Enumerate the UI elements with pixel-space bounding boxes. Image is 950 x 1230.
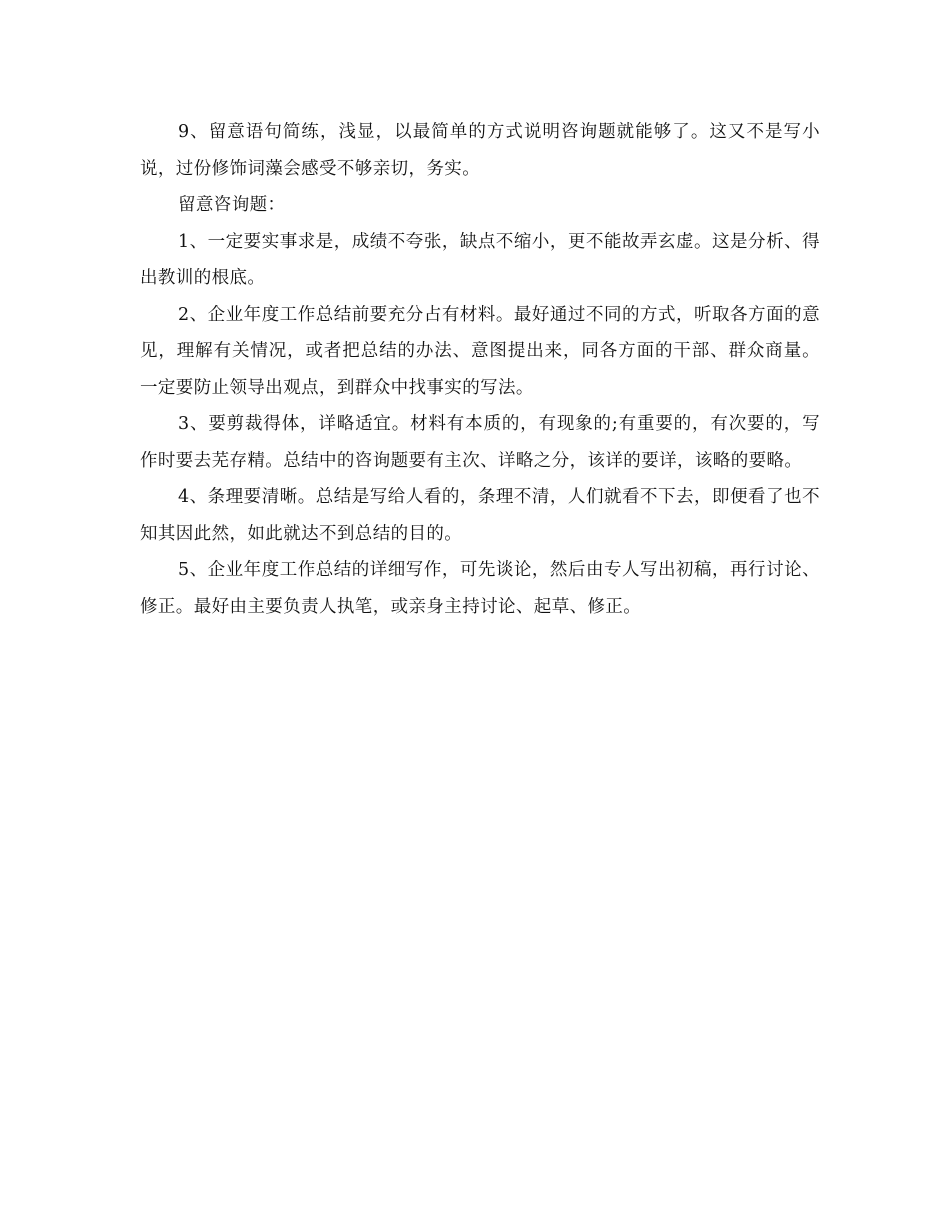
paragraph-note-4: 4、条理要清晰。总结是写给人看的，条理不清，人们就看不下去，即便看了也不知其因此然，如此就达不到总结的目的。 [140, 487, 820, 544]
paragraph-note-3: 3、要剪裁得体，详略适宜。材料有本质的，有现象的;有重要的，有次要的，写作时要去芜存精。总结中的咨询题要有主次、详略之分，该详的要详，该略的要略。 [140, 414, 820, 471]
paragraph-note-2: 2、企业年度工作总结前要充分占有材料。最好通过不同的方式，听取各方面的意见，理解有关情况，或者把总结的办法、意图提出来，同各方面的干部、群众商量。一定要防止领导出观点，到群众中找事实的写法。 [140, 304, 820, 398]
paragraph-note-5: 5、企业年度工作总结的详细写作，可先谈论，然后由专人写出初稿，再行讨论、修正。最好由主要负责人执笔，或亲身主持讨论、起草、修正。 [140, 560, 820, 617]
paragraph-note-1: 1、一定要实事求是，成绩不夸张，缺点不缩小，更不能故弄玄虚。这是分析、得出教训的根底。 [140, 231, 820, 288]
paragraph-item-9: 9、留意语句简练，浅显，以最简单的方式说明咨询题就能够了。这又不是写小说，过份修饰词藻会感受不够亲切，务实。 [140, 122, 820, 179]
paragraph-notes-heading: 留意咨询题： [178, 195, 286, 215]
document-body [140, 114, 820, 625]
